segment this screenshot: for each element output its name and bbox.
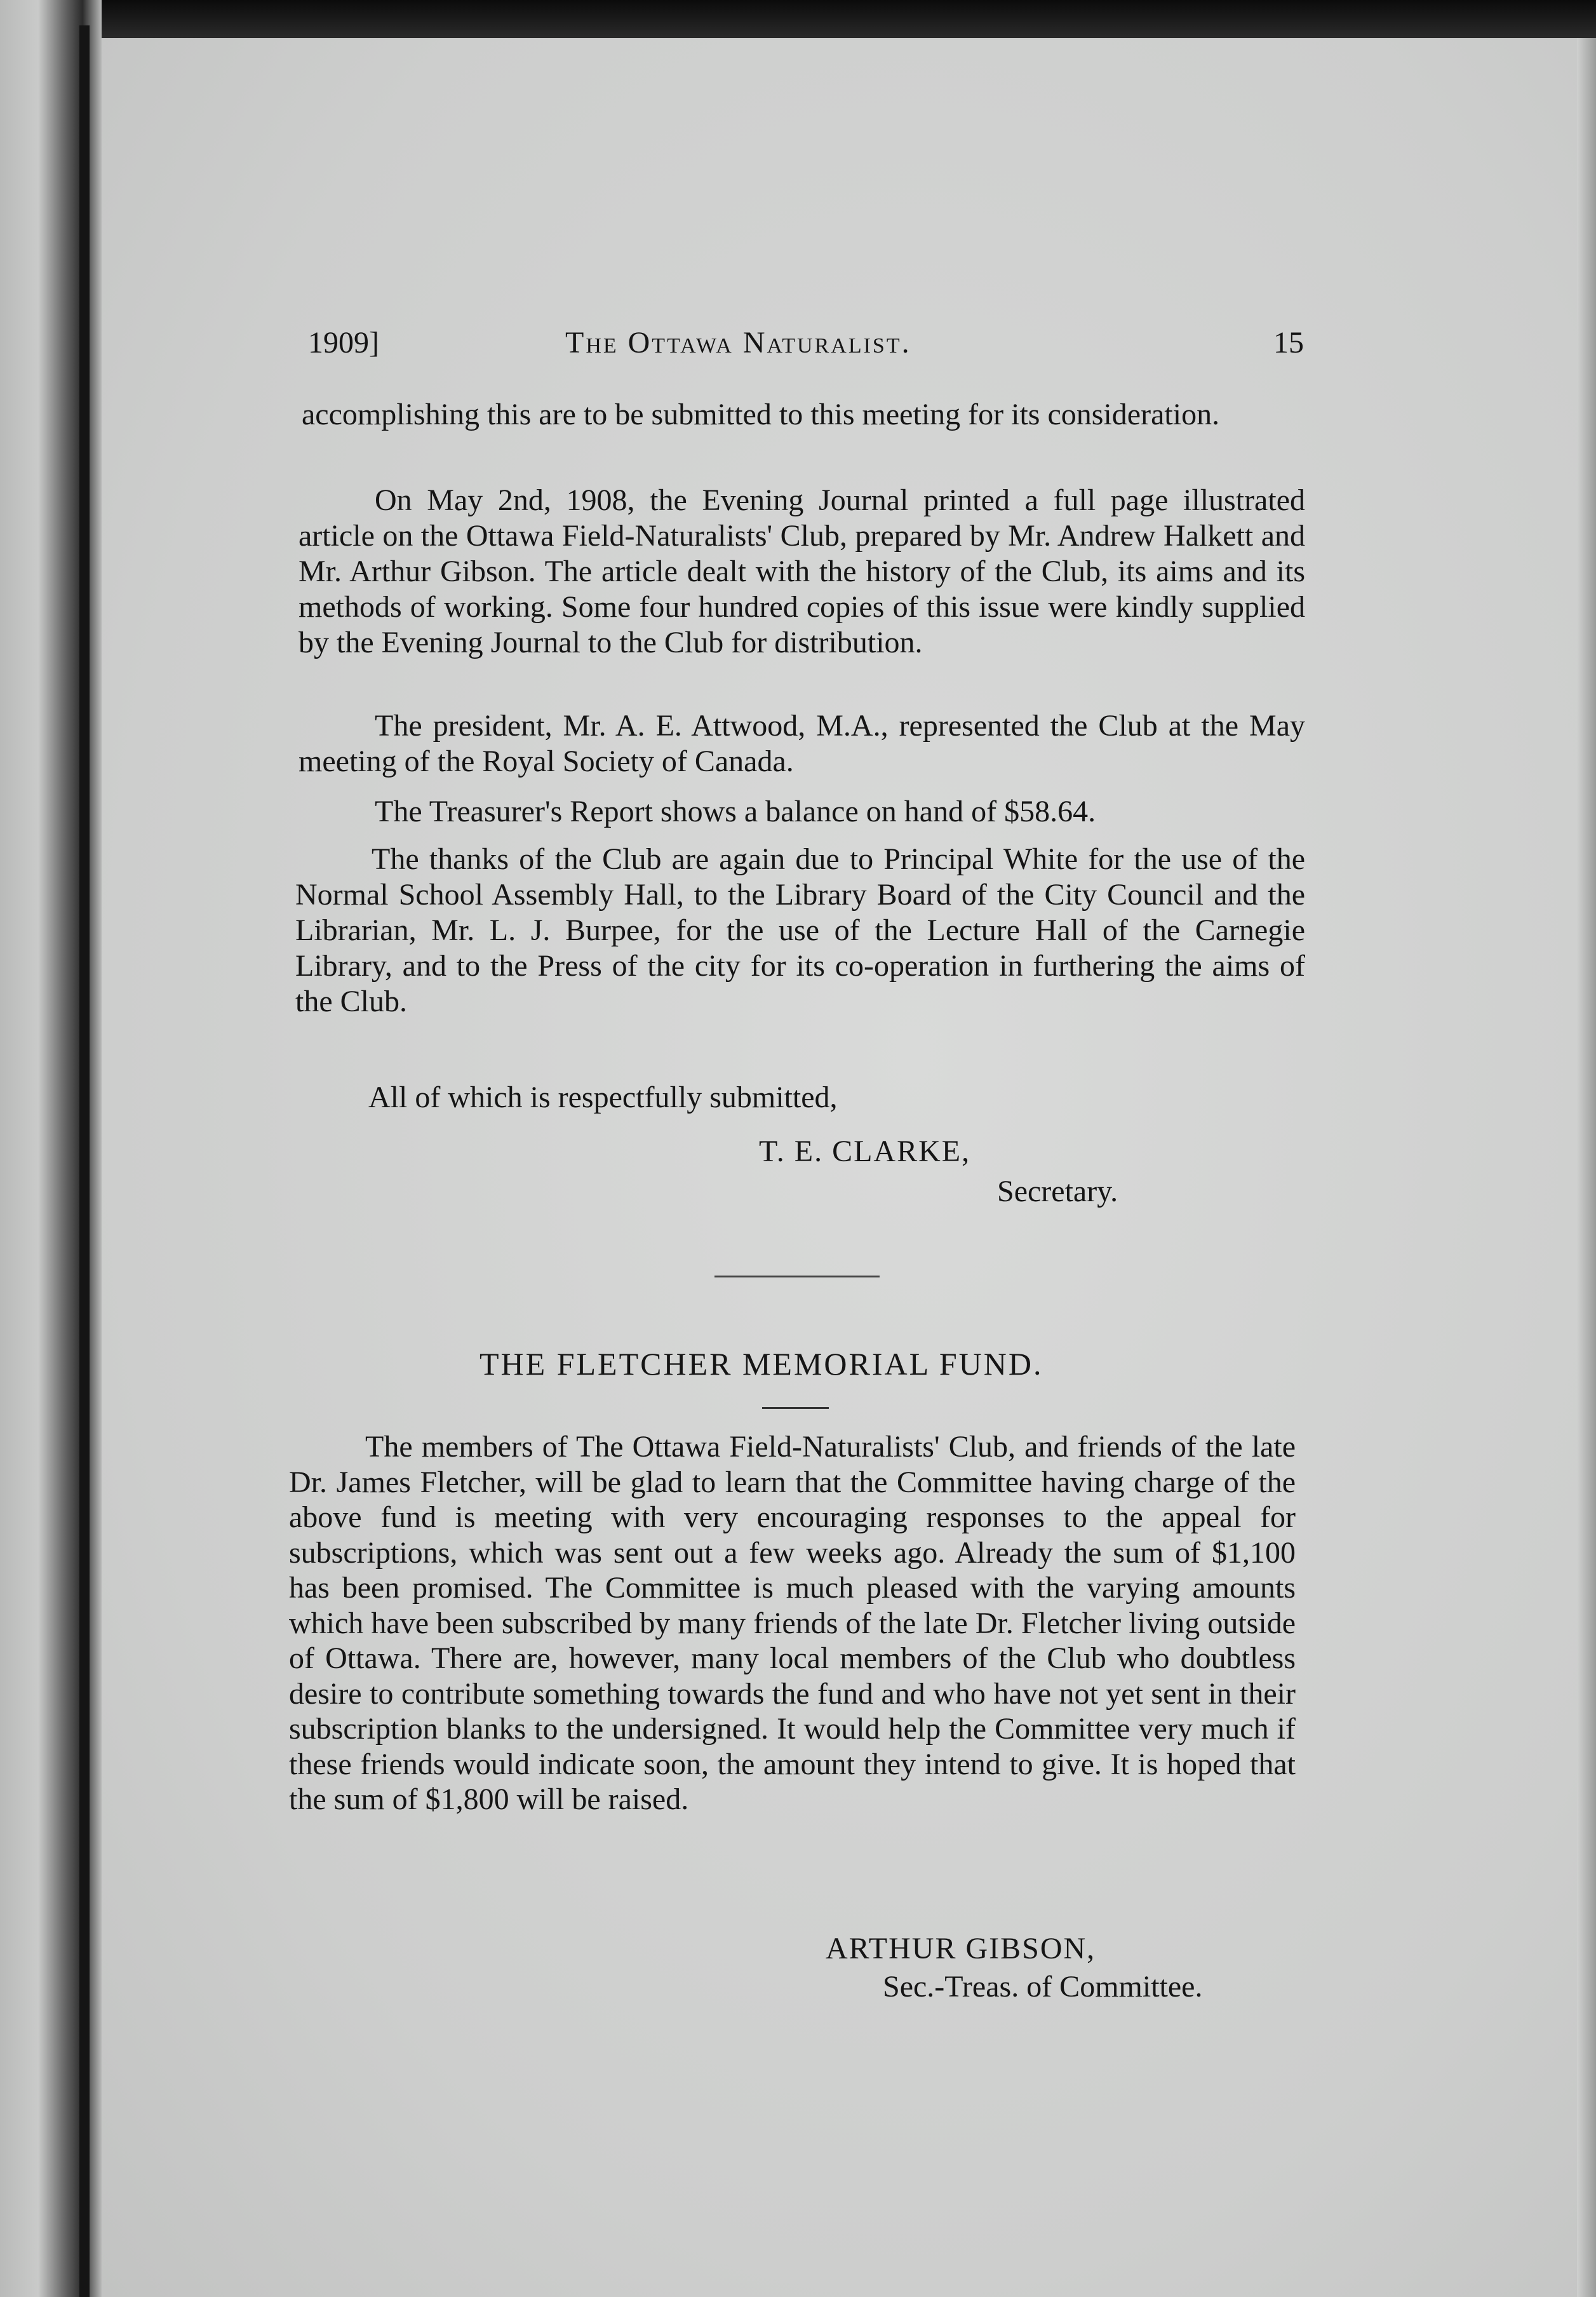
report-paragraph: The Treasurer's Report shows a balance on hand of $58.64. bbox=[375, 795, 1096, 828]
report-paragraph: The thanks of the Club are again due to Principal White for the use of the Normal School Assembly Hall, to the Library Board of the City Council and the Librarian, Mr. L. J. Burpee, for the use of the Lecture Hall of the Carnegie Library, and to the Press of the city for its co-operation in furthering the aims of the Club. bbox=[295, 842, 1305, 1018]
report-paragraph: The president, Mr. A. E. Attwood, M.A., represented the Club at the May meeting of the Royal Society of Canada. bbox=[298, 709, 1305, 778]
book-spine-shadow bbox=[79, 25, 90, 2297]
section-divider bbox=[714, 1276, 880, 1277]
report-signatory-name: T. E. CLARKE, bbox=[759, 1135, 971, 1168]
running-head-year: 1909] bbox=[308, 326, 379, 360]
report-paragraph: On May 2nd, 1908, the Evening Journal printed a full page illustrated article on the Ottawa Field-Naturalists' Club, prepared by Mr. Andrew Halkett and Mr. Arthur Gibson. The article dealt with the history of the Club, its aims and its methods of working. Some four hundred copies of this issue were kindly supplied by the Evening Journal to the Club for distribution. bbox=[298, 483, 1305, 659]
fund-signatory-role: Sec.-Treas. of Committee. bbox=[883, 1970, 1203, 2004]
report-closing: All of which is respectfully submitted, bbox=[368, 1081, 838, 1114]
title-underline bbox=[762, 1407, 829, 1409]
section-title: THE FLETCHER MEMORIAL FUND. bbox=[479, 1346, 1043, 1382]
fund-signatory-name: ARTHUR GIBSON, bbox=[826, 1932, 1096, 1965]
report-signatory-role: Secretary. bbox=[997, 1175, 1118, 1208]
scan-top-border bbox=[0, 0, 1596, 38]
fund-paragraph: The members of The Ottawa Field-Naturalists' Club, and friends of the late Dr. James Fletcher, will be glad to learn that the Committee having charge of the above fund is meeting with very encouraging responses to the appeal for subscriptions, which was sent out a few weeks ago. Already the sum of $1,100 has been promised. The Committee is much pleased with the varying amounts which have been subscribed by many friends of the late Dr. Fletcher living outside of Ottawa. There are, however, many local members of the Club who doubtless desire to contribute something towards the fund and who have not yet sent in their subscription blanks to the undersigned. It would help the Committee very much if these friends would indicate soon, the amount they intend to give. It is hoped that the sum of $1,800 will be raised. bbox=[289, 1430, 1296, 1816]
scan-right-edge bbox=[1577, 38, 1596, 2297]
report-paragraph: accomplishing this are to be submitted to this meeting for its consideration. bbox=[302, 398, 1220, 431]
page-number: 15 bbox=[1273, 326, 1304, 360]
running-head-title: The Ottawa Naturalist. bbox=[565, 326, 911, 360]
